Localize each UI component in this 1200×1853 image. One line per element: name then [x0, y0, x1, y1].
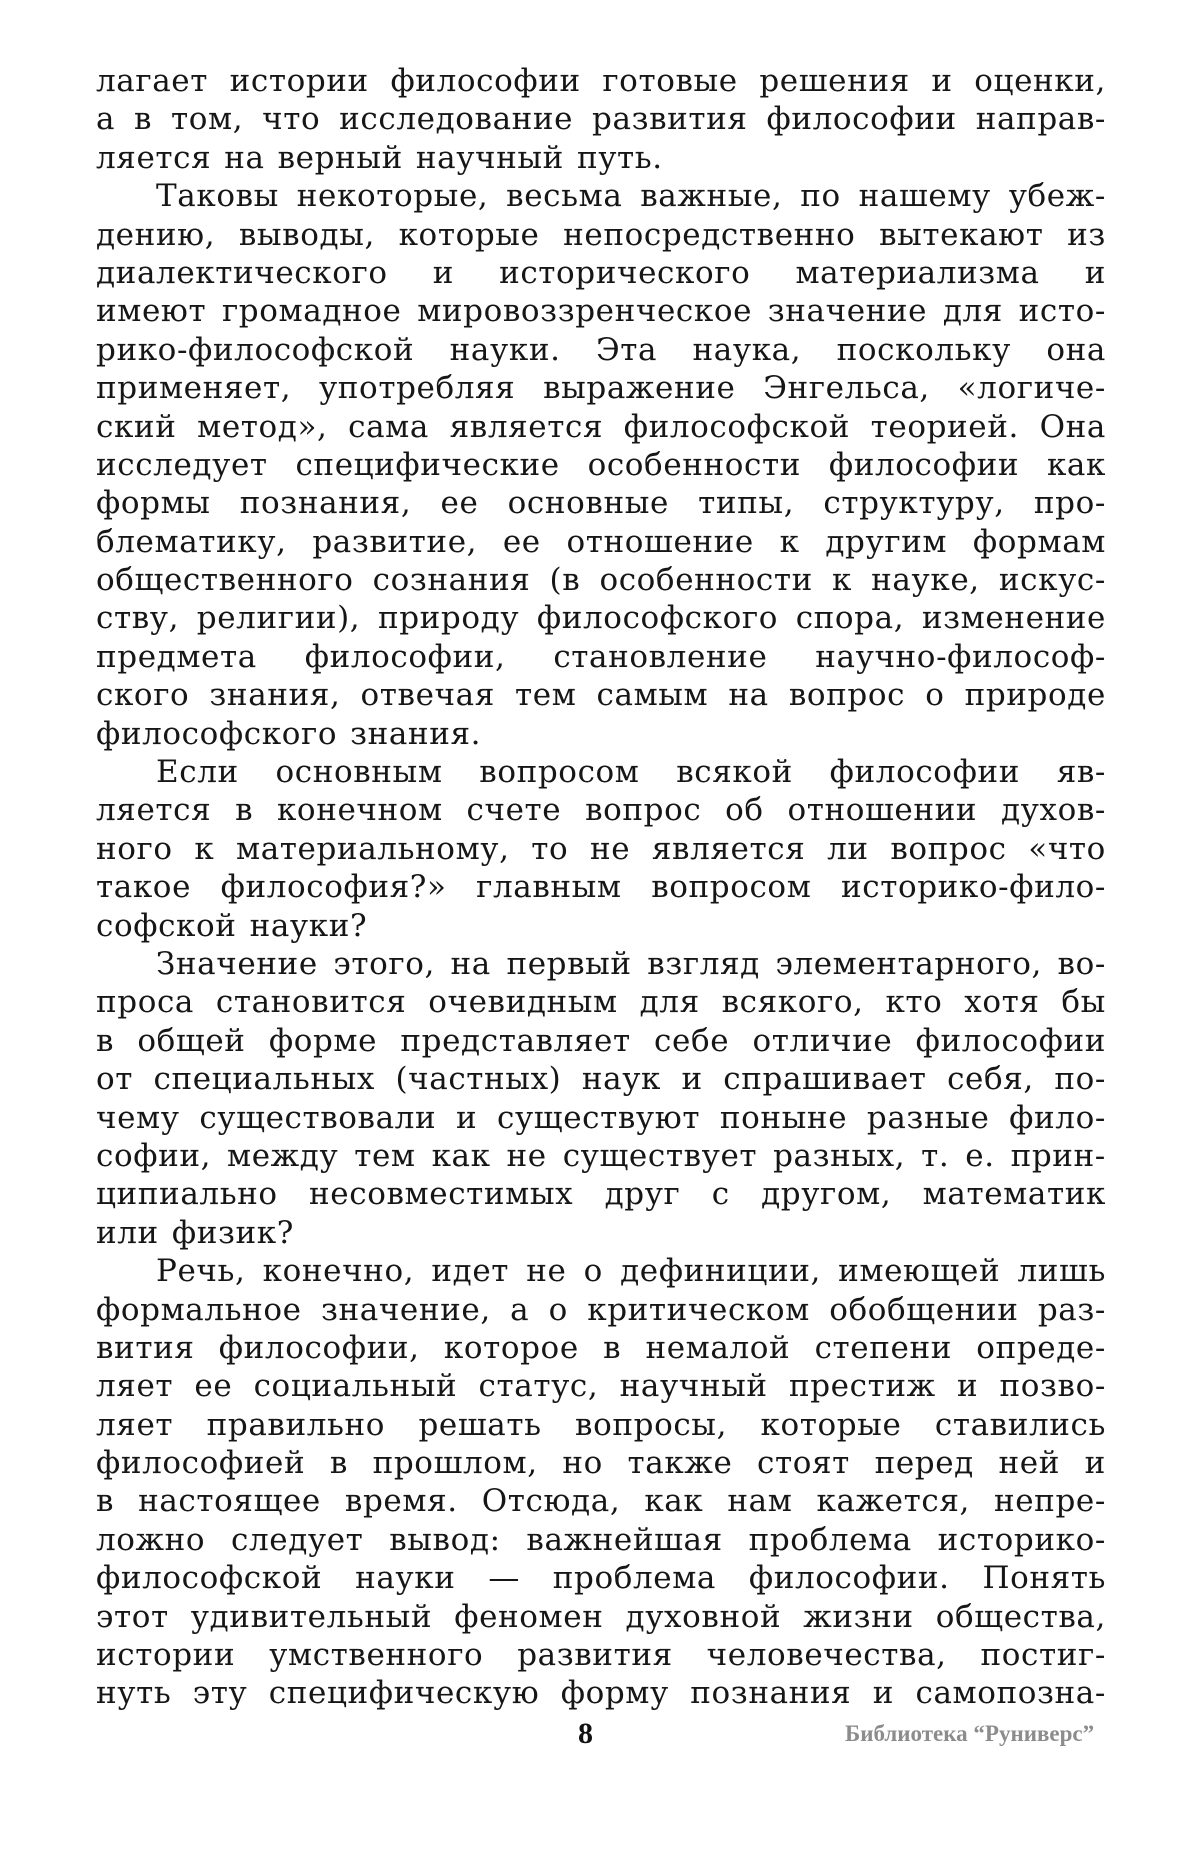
paragraph — [96, 62, 1106, 177]
text-line: нуть эту специфическую форму познания и самопозна- — [96, 1675, 1106, 1712]
text-line: Таковы некоторые, весьма важные, по нашему убеж- — [156, 178, 1106, 215]
text-line: истории умственного развития человечества, постиг- — [96, 1637, 1106, 1674]
text-line: дению, выводы, которые непосредственно вытекают из — [96, 216, 1106, 253]
page-number: 8 — [578, 1717, 593, 1750]
text-line: Если основным вопросом всякой философии яв- — [156, 754, 1106, 791]
text-line: проса становится очевидным для всякого, кто хотя бы — [96, 984, 1106, 1021]
text-line: имеют громадное мировоззренческое значение для исто- — [96, 293, 1106, 330]
text-line: рико-философской науки. Эта наука, поскольку она — [96, 331, 1106, 368]
text-line: исследует специфические особенности философии как — [96, 446, 1106, 483]
text-line: софии, между тем как не существует разных, т. е. прин- — [96, 1137, 1106, 1174]
text-line: применяет, употребляя выражение Энгельса, «логиче- — [96, 370, 1106, 407]
text-line: этот удивительный феномен духовной жизни общества, — [96, 1598, 1106, 1635]
paragraph — [96, 1252, 1106, 1713]
paragraph — [96, 945, 1106, 1252]
text-line: Речь, конечно, идет не о дефиниции, имеющей лишь — [156, 1253, 1106, 1290]
text-line: чему существовали и существуют поныне разные фило- — [96, 1099, 1106, 1136]
text-line: софской науки? — [96, 907, 368, 944]
text-line: общественного сознания (в особенности к науке, искус- — [96, 562, 1106, 599]
text-line: вития философии, которое в немалой степени опреде- — [96, 1329, 1106, 1366]
library-watermark: Библиотека “Руниверс” — [845, 1721, 1095, 1746]
text-line: ского знания, отвечая тем самым на вопрос о природе — [96, 677, 1106, 714]
text-line: такое философия?» главным вопросом историко-фило- — [96, 869, 1106, 906]
text-line: ству, религии), природу философского спора, изменение — [96, 600, 1106, 637]
page-body-text — [96, 62, 1106, 1713]
text-line: ложно следует вывод: важнейшая проблема историко- — [96, 1521, 1106, 1558]
text-line: Значение этого, на первый взгляд элементарного, во- — [156, 945, 1106, 982]
text-line: ляется на верный научный путь. — [96, 139, 663, 176]
text-line: ляет правильно решать вопросы, которые ставились — [96, 1406, 1106, 1443]
text-line: в общей форме представляет себе отличие философии — [96, 1022, 1106, 1059]
text-line: в настоящее время. Отсюда, как нам кажется, непре- — [96, 1483, 1106, 1520]
text-line: философского знания. — [96, 715, 482, 752]
text-line: ципиально несовместимых друг с другом, математик — [96, 1176, 1106, 1213]
text-line: ного к материальному, то не является ли вопрос «что — [96, 830, 1106, 867]
text-line: или физик? — [96, 1214, 294, 1251]
text-line: формы познания, ее основные типы, структуру, про- — [96, 485, 1106, 522]
text-line: ский метод», сама является философской теорией. Она — [96, 408, 1106, 445]
text-line: диалектического и исторического материализма и — [96, 254, 1106, 291]
text-line: философией в прошлом, но также стоят перед ней и — [96, 1445, 1106, 1482]
text-line: ляется в конечном счете вопрос об отношении духов- — [96, 792, 1106, 829]
text-line: блематику, развитие, ее отношение к другим формам — [96, 523, 1106, 560]
paragraph — [96, 177, 1106, 753]
text-line: лагает истории философии готовые решения и оценки, — [96, 63, 1106, 99]
paragraph — [96, 753, 1106, 945]
text-line: от специальных (частных) наук и спрашивает себя, по- — [96, 1061, 1106, 1098]
text-line: философской науки — проблема философии. Понять — [96, 1560, 1106, 1597]
text-line: а в том, что исследование развития философии направ- — [96, 101, 1106, 138]
text-line: предмета философии, становление научно-философ- — [96, 638, 1106, 675]
text-line: ляет ее социальный статус, научный престиж и позво- — [96, 1368, 1106, 1405]
text-line: формальное значение, а о критическом обобщении раз- — [96, 1291, 1106, 1328]
